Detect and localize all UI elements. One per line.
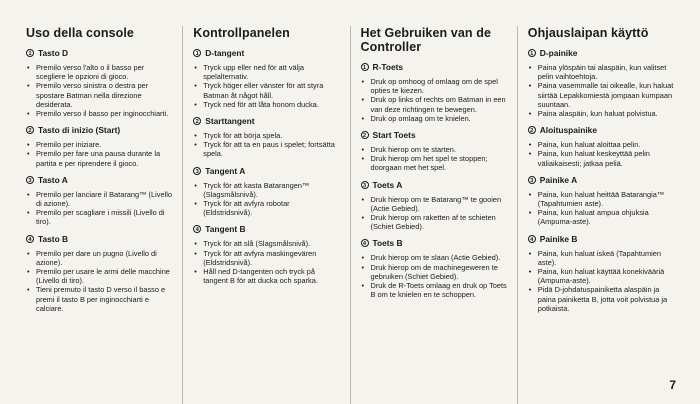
- list-item: • Tryck höger eller vänster för att styra Batman åt något håll.: [203, 81, 339, 99]
- list-item: • Paina, kun haluat heittää Batarangia™ (Tapahtumien aste).: [538, 190, 674, 208]
- section-title: Toets B: [372, 238, 403, 249]
- section-title: Tasto D: [38, 48, 69, 58]
- column-heading: Het Gebruiken van de Controller: [360, 26, 492, 54]
- column-finnish: [517, 26, 684, 404]
- bullet-list: [361, 77, 507, 123]
- list-item: • Druk hierop om het spel te stoppen; doorgaan met het spel.: [371, 154, 507, 172]
- list-item: • Premilo verso sinistra o destra per spostare Batman nella direzione desiderata.: [36, 81, 172, 109]
- list-item: • Tryck upp eller ned för att välja spelalternativ.: [203, 63, 339, 81]
- section-start-button: [528, 125, 674, 168]
- column-swedish: [182, 26, 349, 404]
- number-badge: 1: [26, 49, 34, 57]
- section-title: Tasto di inizio (Start): [38, 125, 121, 136]
- list-item: • Premilo verso l'alto o il basso per scegliere le opzioni di gioco.: [36, 63, 172, 81]
- list-item: • Paina, kun haluat iskeä (Tapahtumien aste).: [538, 249, 674, 267]
- section-a-button: [26, 175, 172, 227]
- list-item: • Premilo per dare un pugno (Livello di azione).: [36, 249, 172, 267]
- bullet-list: [26, 63, 172, 118]
- bullet-list: [26, 190, 172, 227]
- section-d-button: [361, 62, 507, 123]
- list-item: • Druk hierop om te Batarang™ te gooien (Actie Gebied).: [371, 195, 507, 213]
- number-badge: 4: [361, 239, 369, 247]
- bullet-list: [193, 181, 339, 218]
- number-badge: 3: [528, 176, 536, 184]
- bullet-list: [193, 239, 339, 285]
- section-title: Start Toets: [372, 130, 416, 141]
- list-item: • Tryck för att slå (Slagsmålsnivå).: [203, 239, 339, 248]
- column-heading: Ohjauslaipan käyttö: [527, 26, 649, 40]
- page-number: 7: [669, 378, 676, 392]
- bullet-list: [528, 140, 674, 168]
- section-b-button: [361, 238, 507, 299]
- number-badge: 1: [193, 49, 201, 57]
- list-item: • Premilo verso il basso per inginocchiarti.: [36, 109, 172, 118]
- list-item: • Druk hierop om raketten af te schieten (Schiet Gebied).: [371, 213, 507, 231]
- list-item: • Tryck för att avfyra robotar (Eldstridsnivå).: [203, 199, 339, 217]
- list-item: • Premilo per scagliare i missili (Livello di tiro).: [36, 208, 172, 226]
- list-item: • Pidä D-johdatuspainiketta alaspäin ja paina painiketta B, jotta voit polvistua ja potkaista.: [538, 285, 674, 313]
- bullet-list: [528, 63, 674, 118]
- section-title: D-tangent: [205, 48, 245, 58]
- section-title: Tangent A: [205, 165, 246, 176]
- column-italian: [16, 26, 182, 404]
- list-item: • Premilo per lanciare il Batarang™ (Livello di azione).: [36, 190, 172, 208]
- number-badge: 3: [26, 176, 34, 184]
- list-item: • Tryck för att kasta Batarangen™ (Slagsmålsnivå).: [203, 181, 339, 199]
- section-start-button: [193, 116, 339, 159]
- section-title: R-Toets: [372, 62, 404, 72]
- bullet-list: [361, 145, 507, 173]
- list-item: • Tryck ned för att låta honom ducka.: [203, 100, 339, 109]
- number-badge: 3: [361, 181, 369, 189]
- section-title: Painike A: [539, 174, 578, 185]
- bullet-list: [193, 63, 339, 109]
- section-d-button: [193, 48, 339, 109]
- bullet-list: [528, 190, 674, 227]
- list-item: • Paina alaspäin, kun haluat polvistua.: [538, 109, 674, 118]
- list-item: • Paina ylöspäin tai alaspäin, kun valitset pelin vaihtoehtoja.: [538, 63, 674, 81]
- list-item: • Paina, kun haluat aloittaa pelin.: [538, 140, 674, 149]
- list-item: • Tieni premuto il tasto D verso il basso e premi il tasto B per inginocchiarti e calciare.: [36, 285, 172, 313]
- bullet-list: [26, 140, 172, 168]
- number-badge: 2: [528, 126, 536, 134]
- list-item: • Paina vasemmalle tai oikealle, kun haluat siirtää Lepakkomiestä jompaan kumpaan suuntaan.: [538, 81, 674, 109]
- list-item: • Premilo per usare le armi delle macchine (Livello di tiro).: [36, 267, 172, 285]
- column-heading: Uso della console: [26, 26, 134, 40]
- number-badge: 4: [193, 225, 201, 233]
- bullet-list: [361, 253, 507, 299]
- list-item: • Håll ned D-tangenten och tryck på tangent B för att ducka och sparka.: [203, 267, 339, 285]
- section-title: Aloituspainike: [539, 125, 597, 136]
- column-heading: Kontrollpanelen: [193, 26, 290, 40]
- list-item: • Tryck för att ta en paus i spelet; fortsätta spela.: [203, 140, 339, 158]
- section-d-button: [26, 48, 172, 118]
- number-badge: 4: [528, 235, 536, 243]
- list-item: • Premilo per fare una pausa durante la partita e per riprendere il gioco.: [36, 149, 172, 167]
- number-badge: 2: [193, 117, 201, 125]
- number-badge: 1: [528, 49, 536, 57]
- list-item: • Paina, kun haluat käyttää konekivääriä (Ampuma-aste).: [538, 267, 674, 285]
- section-title: Toets A: [372, 179, 403, 190]
- list-item: • Paina, kun haluat ampua ohjuksia (Ampuma-aste).: [538, 208, 674, 226]
- bullet-list: [26, 249, 172, 313]
- list-item: • Druk op links of rechts om Batman in een van deze richtingen te bewegen.: [371, 95, 507, 113]
- list-item: • Paina, kun haluat keskeyttää pelin väliaikaisesti; jatkaa peliä.: [538, 149, 674, 167]
- number-badge: 4: [26, 235, 34, 243]
- section-title: Tangent B: [205, 224, 246, 235]
- section-b-button: [193, 224, 339, 285]
- section-title: Tasto A: [38, 174, 68, 185]
- section-a-button: [528, 175, 674, 227]
- list-item: • Tryck för att avfyra maskingevären (Eldstridsnivå).: [203, 249, 339, 267]
- list-item: • Druk op omhoog of omlaag om de spel opties te kiezen.: [371, 77, 507, 95]
- bullet-list: [361, 195, 507, 232]
- section-title: D-painike: [539, 48, 578, 58]
- column-dutch: [350, 26, 517, 404]
- section-d-button: [528, 48, 674, 118]
- list-item: • Premilo per iniziare.: [36, 140, 172, 149]
- bullet-list: [528, 249, 674, 313]
- number-badge: 3: [193, 167, 201, 175]
- list-item: • Druk de R-Toets omlaag en druk op Toets B om te knielen en te schoppen.: [371, 281, 507, 299]
- section-title: Starttangent: [205, 116, 255, 127]
- list-item: • Druk hierop om te starten.: [371, 145, 507, 154]
- list-item: • Druk hierop om de machinegeweren te gebruiken (Schiet Gebied).: [371, 263, 507, 281]
- section-title: Tasto B: [38, 233, 69, 244]
- number-badge: 2: [26, 126, 34, 134]
- list-item: • Tryck för att börja spela.: [203, 131, 339, 140]
- section-b-button: [528, 234, 674, 313]
- list-item: • Druk op omlaag om te knielen.: [371, 114, 507, 123]
- section-b-button: [26, 234, 172, 313]
- number-badge: 1: [361, 63, 369, 71]
- bullet-list: [193, 131, 339, 159]
- section-start-button: [361, 130, 507, 173]
- list-item: • Druk hierop om te slaan (Actie Gebied).: [371, 253, 507, 262]
- section-start-button: [26, 125, 172, 168]
- section-title: Painike B: [539, 233, 578, 244]
- section-a-button: [193, 166, 339, 218]
- number-badge: 2: [361, 131, 369, 139]
- section-a-button: [361, 180, 507, 232]
